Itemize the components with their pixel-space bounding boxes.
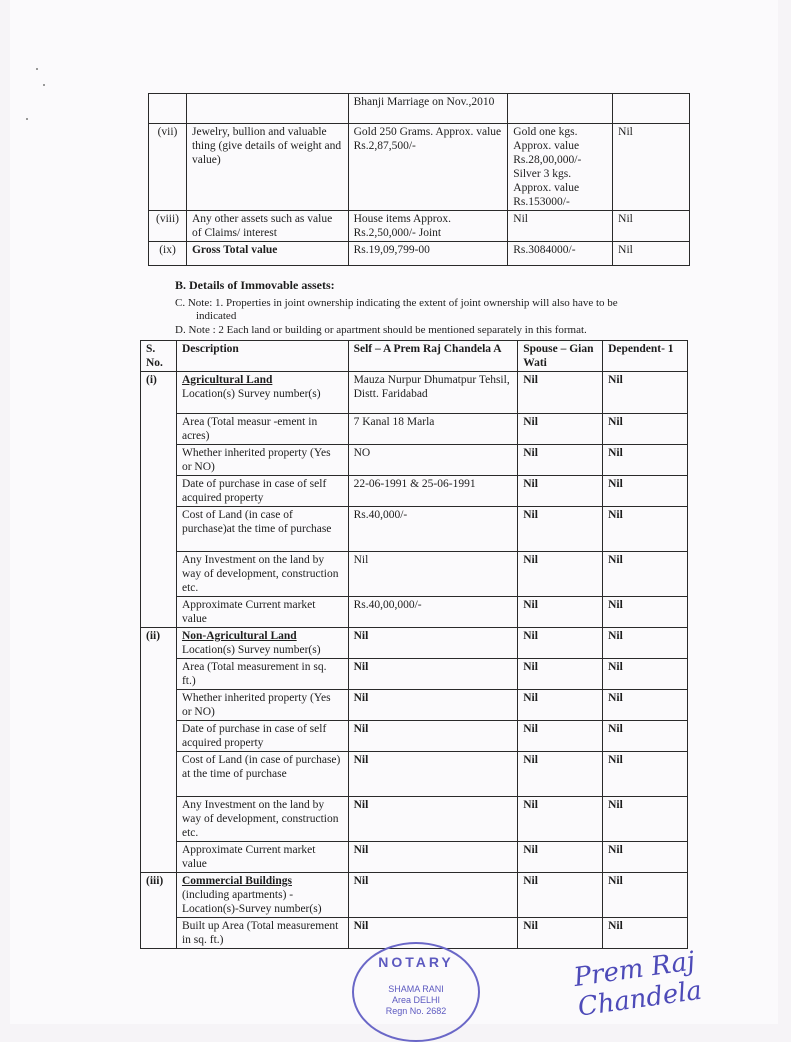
table-row bbox=[149, 124, 690, 211]
table-row bbox=[141, 552, 688, 597]
group-self-value: Nil bbox=[348, 873, 518, 918]
row-number: (vii) bbox=[149, 124, 187, 211]
row-spouse-value: Nil bbox=[518, 476, 603, 507]
group-self-value: Mauza Nurpur Dhumatpur Tehsil, Distt. Faridabad bbox=[348, 372, 518, 414]
scan-speck bbox=[26, 118, 28, 120]
row-spouse-value: Nil bbox=[518, 918, 603, 949]
row-dependent-value: Nil bbox=[613, 242, 690, 266]
row-dependent-value: Nil bbox=[603, 552, 688, 597]
group-title bbox=[176, 372, 348, 414]
row-description bbox=[186, 94, 348, 124]
row-self-value: 22-06-1991 & 25-06-1991 bbox=[348, 476, 518, 507]
row-spouse-value: Nil bbox=[518, 445, 603, 476]
group-number: (ii) bbox=[141, 628, 177, 873]
stamp-title: NOTARY bbox=[378, 954, 454, 970]
row-self-value: Rs.40,00,000/- bbox=[348, 597, 518, 628]
group-dependent-value: Nil bbox=[603, 873, 688, 918]
row-self-value: Rs.40,000/- bbox=[348, 507, 518, 552]
group-title-label: Commercial Buildings bbox=[181, 875, 292, 887]
row-dependent-value bbox=[613, 94, 690, 124]
table-row bbox=[141, 690, 688, 721]
header-description: Description bbox=[176, 341, 348, 372]
row-description: Date of purchase in case of self acquired property bbox=[176, 476, 348, 507]
row-spouse-value: Nil bbox=[518, 597, 603, 628]
row-self-value: Nil bbox=[348, 752, 518, 797]
group-spouse-value: Nil bbox=[518, 372, 603, 414]
row-description: Whether inherited property (Yes or NO) bbox=[176, 445, 348, 476]
row-self-value: House items Approx. Rs.2,50,000/- Joint bbox=[348, 211, 508, 242]
row-dependent-value: Nil bbox=[603, 721, 688, 752]
group-title-label: Non-Agricultural Land bbox=[181, 630, 297, 642]
group-dependent-value: Nil bbox=[603, 628, 688, 659]
row-dependent-value: Nil bbox=[603, 918, 688, 949]
stamp-line-1: SHAMA RANI bbox=[388, 984, 444, 994]
row-number: (viii) bbox=[149, 211, 187, 242]
table-row bbox=[141, 476, 688, 507]
row-self-value: Gold 250 Grams. Approx. value Rs.2,87,500/- bbox=[348, 124, 508, 211]
section-b-heading: B. Details of Immovable assets: bbox=[175, 278, 335, 292]
handwritten-signature: Prem Raj Chandela bbox=[571, 946, 704, 1023]
header-sno: S. No. bbox=[141, 341, 177, 372]
table-row bbox=[141, 752, 688, 797]
row-self-value: Nil bbox=[348, 721, 518, 752]
table-row bbox=[141, 414, 688, 445]
row-description: Gross Total value bbox=[186, 242, 348, 266]
group-title-row bbox=[141, 628, 688, 659]
row-self-value: 7 Kanal 18 Marla bbox=[348, 414, 518, 445]
row-dependent-value: Nil bbox=[603, 690, 688, 721]
row-dependent-value: Nil bbox=[603, 445, 688, 476]
row-self-value: Nil bbox=[348, 690, 518, 721]
row-description: Approximate Current market value bbox=[176, 597, 348, 628]
row-spouse-value bbox=[508, 94, 613, 124]
table-row bbox=[149, 211, 690, 242]
row-spouse-value: Nil bbox=[518, 552, 603, 597]
row-spouse-value: Nil bbox=[518, 414, 603, 445]
row-self-value: Nil bbox=[348, 842, 518, 873]
group-spouse-value: Nil bbox=[518, 873, 603, 918]
group-title-label: Agricultural Land bbox=[181, 374, 273, 386]
row-spouse-value: Nil bbox=[518, 507, 603, 552]
scan-speck bbox=[43, 84, 45, 86]
movable-assets-table bbox=[148, 93, 690, 266]
group-self-value: Nil bbox=[348, 628, 518, 659]
group-title-row bbox=[141, 873, 688, 918]
row-dependent-value: Nil bbox=[603, 842, 688, 873]
row-dependent-value: Nil bbox=[613, 124, 690, 211]
row-number: (ix) bbox=[149, 242, 187, 266]
section-b bbox=[175, 278, 335, 293]
group-title bbox=[176, 628, 348, 659]
row-description: Date of purchase in case of self acquired property bbox=[176, 721, 348, 752]
row-spouse-value: Gold one kgs. Approx. value Rs.28,00,000/- Silver 3 kgs. Approx. value Rs.153000/- bbox=[508, 124, 613, 211]
row-dependent-value: Nil bbox=[603, 752, 688, 797]
row-spouse-value: Nil bbox=[518, 797, 603, 842]
row-self-value: Bhanji Marriage on Nov.,2010 bbox=[348, 94, 508, 124]
row-description: Approximate Current market value bbox=[176, 842, 348, 873]
group-title-subtext: Location(s) Survey number(s) bbox=[181, 644, 321, 656]
table-row bbox=[149, 242, 690, 266]
group-number: (iii) bbox=[141, 873, 177, 949]
note-c: C. Note: 1. Properties in joint ownership indicating the extent of joint ownership will also have to be bbox=[175, 297, 618, 309]
group-title bbox=[176, 873, 348, 918]
row-spouse-value: Rs.3084000/- bbox=[508, 242, 613, 266]
row-description: Any other assets such as value of Claims/ interest bbox=[186, 211, 348, 242]
row-self-value: Nil bbox=[348, 918, 518, 949]
row-description: Whether inherited property (Yes or NO) bbox=[176, 690, 348, 721]
row-description: Any Investment on the land by way of development, construction etc. bbox=[176, 797, 348, 842]
row-self-value: Nil bbox=[348, 659, 518, 690]
row-description: Area (Total measurement in sq. ft.) bbox=[176, 659, 348, 690]
table-row bbox=[141, 842, 688, 873]
row-description: Built up Area (Total measurement in sq. ft.) bbox=[176, 918, 348, 949]
row-self-value: Nil bbox=[348, 797, 518, 842]
row-self-value: Nil bbox=[348, 552, 518, 597]
row-dependent-value: Nil bbox=[603, 797, 688, 842]
group-number: (i) bbox=[141, 372, 177, 628]
group-dependent-value: Nil bbox=[603, 372, 688, 414]
row-number bbox=[149, 94, 187, 124]
row-spouse-value: Nil bbox=[518, 659, 603, 690]
table-row bbox=[141, 797, 688, 842]
table-row bbox=[141, 721, 688, 752]
row-spouse-value: Nil bbox=[518, 690, 603, 721]
row-dependent-value: Nil bbox=[603, 659, 688, 690]
stamp-line-3: Regn No. 2682 bbox=[385, 1006, 447, 1016]
row-description: Cost of Land (in case of purchase) at the time of purchase bbox=[176, 752, 348, 797]
table-row bbox=[141, 445, 688, 476]
scan-speck bbox=[36, 68, 38, 70]
table-header-row bbox=[141, 341, 688, 372]
table-row bbox=[141, 597, 688, 628]
row-spouse-value: Nil bbox=[508, 211, 613, 242]
table-row bbox=[149, 94, 690, 124]
notary-stamp bbox=[352, 942, 480, 1042]
group-title-subtext: Location(s) Survey number(s) bbox=[181, 388, 321, 400]
immovable-assets-table bbox=[140, 340, 688, 949]
row-spouse-value: Nil bbox=[518, 752, 603, 797]
note-c-cont: indicated bbox=[196, 310, 237, 322]
stamp-line-2: Area DELHI bbox=[391, 995, 441, 1005]
row-self-value: NO bbox=[348, 445, 518, 476]
row-dependent-value: Nil bbox=[603, 476, 688, 507]
group-title-row bbox=[141, 372, 688, 414]
header-spouse: Spouse – Gian Wati bbox=[518, 341, 603, 372]
row-description: Area (Total measur -ement in acres) bbox=[176, 414, 348, 445]
table-row bbox=[141, 507, 688, 552]
row-dependent-value: Nil bbox=[603, 597, 688, 628]
row-dependent-value: Nil bbox=[613, 211, 690, 242]
row-dependent-value: Nil bbox=[603, 414, 688, 445]
row-description: Cost of Land (in case of purchase)at the time of purchase bbox=[176, 507, 348, 552]
row-spouse-value: Nil bbox=[518, 721, 603, 752]
group-spouse-value: Nil bbox=[518, 628, 603, 659]
group-title-subtext: (including apartments) -Location(s)-Survey number(s) bbox=[181, 889, 322, 915]
header-dependent: Dependent- 1 bbox=[603, 341, 688, 372]
row-dependent-value: Nil bbox=[603, 507, 688, 552]
row-description: Jewelry, bullion and valuable thing (give details of weight and value) bbox=[186, 124, 348, 211]
note-d: D. Note : 2 Each land or building or apartment should be mentioned separately in this format. bbox=[175, 324, 587, 336]
header-self: Self – A Prem Raj Chandela A bbox=[348, 341, 518, 372]
row-spouse-value: Nil bbox=[518, 842, 603, 873]
row-self-value: Rs.19,09,799-00 bbox=[348, 242, 508, 266]
row-description: Any Investment on the land by way of development, construction etc. bbox=[176, 552, 348, 597]
table-row bbox=[141, 659, 688, 690]
